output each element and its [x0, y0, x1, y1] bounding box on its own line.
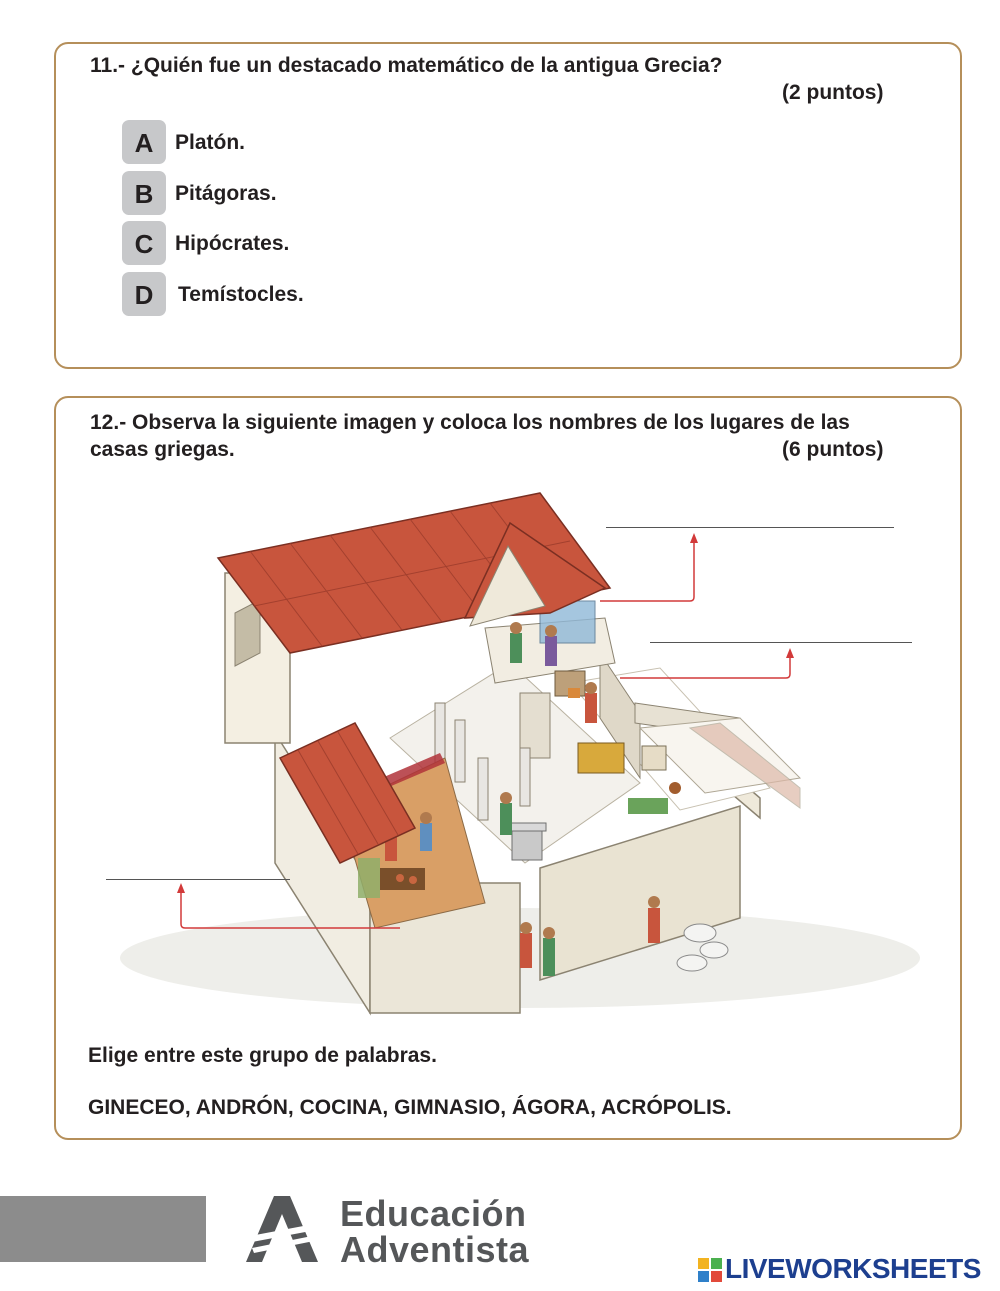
question-12-points: (6 puntos) — [782, 438, 884, 461]
greek-house-illustration — [100, 488, 920, 1018]
educacion-adventista-logo-icon — [244, 1194, 320, 1264]
option-b[interactable] — [122, 171, 522, 215]
word-bank: GINECEO, ANDRÓN, COCINA, GIMNASIO, ÁGORA, ACRÓPOLIS. — [88, 1096, 732, 1119]
logo-line-1: Educación — [340, 1193, 527, 1234]
option-a-text: Platón. — [175, 131, 246, 154]
answer-line-2[interactable] — [650, 642, 912, 643]
question-11-points: (2 puntos) — [782, 81, 884, 104]
option-b-letter: B — [122, 171, 166, 215]
instruction-text: Elige entre este grupo de palabras. — [88, 1044, 437, 1067]
option-a-letter: A — [122, 120, 166, 164]
logo-line-2: Adventista — [340, 1229, 530, 1270]
question-11-panel — [54, 42, 962, 369]
question-11-text: 11.- ¿Quién fue un destacado matemático de la antigua Grecia? — [90, 54, 723, 77]
option-c[interactable] — [122, 221, 522, 265]
answer-line-1[interactable] — [606, 527, 894, 528]
option-a[interactable] — [122, 120, 522, 164]
liveworksheets-icon — [698, 1258, 722, 1282]
option-d[interactable] — [122, 272, 522, 316]
option-c-letter: C — [122, 221, 166, 265]
liveworksheets-brand: LIVEWORKSHEETS — [725, 1253, 981, 1284]
question-12-line2: casas griegas. — [90, 438, 235, 461]
option-d-letter: D — [122, 272, 166, 316]
option-d-text: Temístocles. — [178, 283, 304, 306]
footer-bar — [0, 1196, 206, 1262]
question-12-line1: 12.- Observa la siguiente imagen y coloca los nombres de los lugares de las — [90, 411, 850, 434]
answer-line-3[interactable] — [106, 879, 290, 880]
option-b-text: Pitágoras. — [175, 182, 277, 205]
option-c-text: Hipócrates. — [175, 232, 290, 255]
